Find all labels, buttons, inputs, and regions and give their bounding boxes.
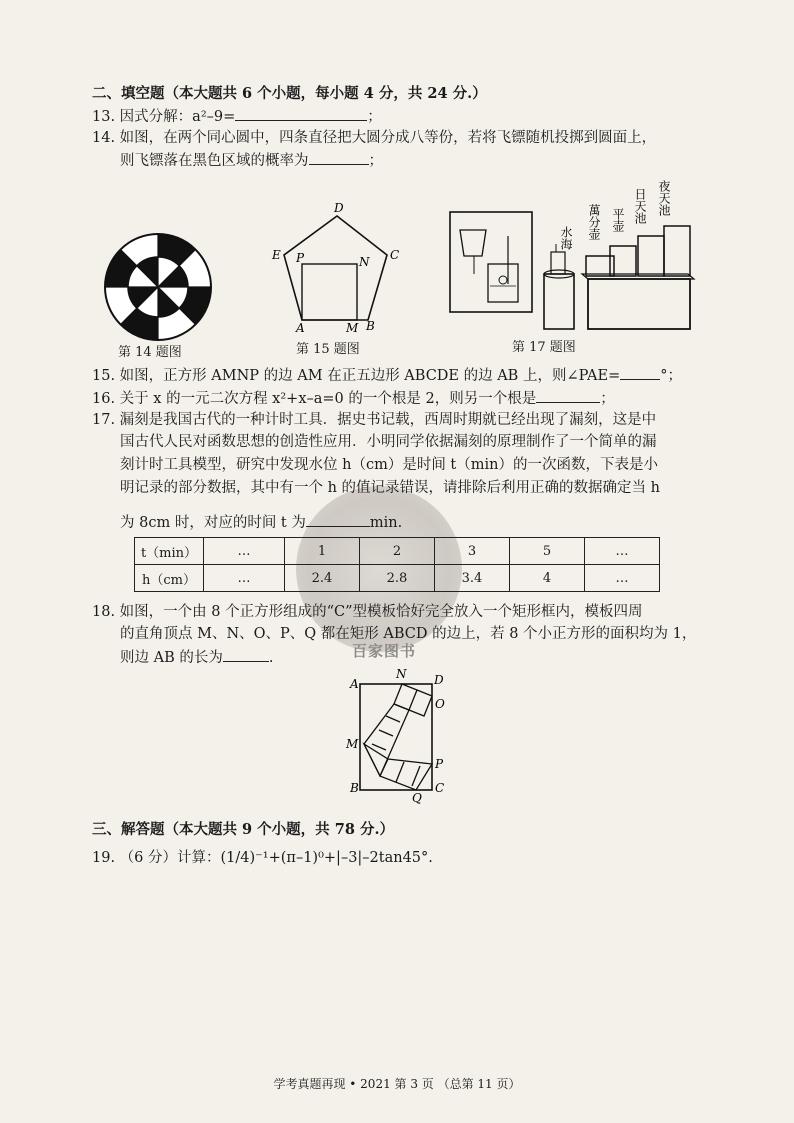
section-3-title: 三、解答题（本大题共 9 个小题，共 78 分.） xyxy=(92,821,395,838)
figure-14-target xyxy=(100,232,218,342)
fig17-label-ritianchi: 日天池 xyxy=(633,188,647,224)
q18-number: 18. xyxy=(92,604,116,620)
q17-text-5: 为 8cm 时，对应的时间 t 为 xyxy=(120,515,306,531)
q17-end: min. xyxy=(369,515,403,531)
question-17-line1 xyxy=(92,410,656,430)
q19-text: （6 分）计算：(1/4)⁻¹+(π–1)⁰+|–3|–2tan45°. xyxy=(119,850,433,866)
fig15-label-A: A xyxy=(296,321,305,335)
question-17-line3: 刻计时工具模型，研究中发现水位 h（cm）是时间 t（min）的一次函数，下表是小 xyxy=(120,457,658,473)
question-18-line2: 的直角顶点 M、N、O、P、Q 都在矩形 ABCD 的边上，若 8 个小正方形的面积均为 1， xyxy=(120,626,697,642)
q13-text: 因式分解：a²–9= xyxy=(119,109,236,125)
fig18-label-M: M xyxy=(346,737,359,751)
q14-end: ； xyxy=(368,153,383,169)
question-15 xyxy=(92,365,682,386)
table-cell: 4 xyxy=(510,565,585,592)
q16-answer-blank[interactable] xyxy=(536,388,600,403)
fig15-label-P: P xyxy=(296,251,305,265)
question-17-line4: 明记录的部分数据，其中有一个 h 的值记录错误，请排除后利用正确的数据确定当 h xyxy=(120,480,661,496)
section-2-title: 二、填空题（本大题共 6 个小题，每小题 4 分，共 24 分.） xyxy=(92,85,487,102)
table-cell: 2 xyxy=(360,538,435,565)
question-13 xyxy=(92,106,382,127)
q14-text-2: 则飞镖落在黑色区域的概率为 xyxy=(120,153,309,169)
table-cell: … xyxy=(204,538,285,565)
fig17-label-shuihai: 水海 xyxy=(559,226,573,250)
q17-answer-blank[interactable] xyxy=(306,512,370,527)
q16-end: ； xyxy=(600,391,615,407)
q15-number: 15. xyxy=(92,368,116,384)
figure-18-c-template xyxy=(342,664,462,804)
q18-end: . xyxy=(268,650,274,666)
q18-answer-blank[interactable] xyxy=(223,647,269,662)
q18-text-3: 则边 AB 的长为 xyxy=(120,650,223,666)
question-17-line2: 国古代人民对函数思想的创造性应用．小明同学依据漏刻的原理制作了一个简单的漏 xyxy=(120,434,657,450)
q13-answer-blank[interactable] xyxy=(235,106,367,121)
fig15-label-M: M xyxy=(346,321,359,335)
question-18-line1 xyxy=(92,602,643,622)
figure-17-caption: 第 17 题图 xyxy=(512,340,576,355)
fig17-label-pinghu: 平壶 xyxy=(611,208,625,232)
fig18-label-O: O xyxy=(435,697,445,711)
q17-text-1: 漏刻是我国古代的一种计时工具．据史书记载，西周时期就已经出现了漏刻，这是中 xyxy=(119,412,657,428)
table-cell: 2.8 xyxy=(360,565,435,592)
fig15-label-C: C xyxy=(390,248,400,262)
q15-end: °； xyxy=(660,368,682,384)
watermark-text: 百家图书 xyxy=(352,642,417,660)
q15-text: 如图，正方形 AMNP 的边 AM 在正五边形 ABCDE 的边 AB 上，则∠PAE= xyxy=(119,368,621,384)
table-cell: t（min） xyxy=(135,538,204,565)
table-cell: 1 xyxy=(285,538,360,565)
figure-15-caption: 第 15 题图 xyxy=(296,342,360,357)
fig15-label-D: D xyxy=(334,201,344,215)
table-cell: 3.4 xyxy=(435,565,510,592)
q15-answer-blank[interactable] xyxy=(620,365,660,380)
question-19 xyxy=(92,848,433,868)
table-cell: 3 xyxy=(435,538,510,565)
fig18-label-N: N xyxy=(396,667,407,681)
table-cell: 5 xyxy=(510,538,585,565)
fig18-label-Q: Q xyxy=(412,791,422,804)
q14-text-1: 如图，在两个同心圆中，四条直径把大圆分成八等份，若将飞镖随机投掷到圆面上， xyxy=(119,130,657,146)
figure-15-pentagon xyxy=(262,200,412,338)
q13-number: 13. xyxy=(92,109,116,125)
fig15-label-B: B xyxy=(366,319,375,333)
q13-end: ； xyxy=(367,109,382,125)
fig17-label-wanfenhu: 萬分壶 xyxy=(587,204,601,240)
table-cell: … xyxy=(585,565,660,592)
table-row-h xyxy=(135,565,660,592)
table-row-t xyxy=(135,538,660,565)
table-cell: … xyxy=(585,538,660,565)
table-cell: … xyxy=(204,565,285,592)
question-14-line1 xyxy=(92,128,656,148)
fig15-label-N: N xyxy=(359,255,370,269)
page-footer: 学考真题再现 • 2021 第 3 页 （总第 11 页） xyxy=(273,1077,521,1091)
question-17-line5 xyxy=(120,512,402,533)
q17-number: 17. xyxy=(92,412,116,428)
question-14-line2 xyxy=(120,150,383,171)
table-cell: h（cm） xyxy=(135,565,204,592)
q19-number: 19. xyxy=(92,850,116,866)
q18-text-1: 如图，一个由 8 个正方形组成的“C”型模板恰好完全放入一个矩形框内，模板四周 xyxy=(119,604,643,620)
question-16 xyxy=(92,388,615,409)
fig18-label-B: B xyxy=(350,781,359,795)
fig15-label-E: E xyxy=(272,248,281,262)
q16-number: 16. xyxy=(92,391,116,407)
q14-number: 14. xyxy=(92,130,116,146)
fig18-label-P: P xyxy=(435,757,444,771)
fig18-label-D: D xyxy=(434,673,444,687)
q14-answer-blank[interactable] xyxy=(309,150,369,165)
q16-text: 关于 x 的一元二次方程 x²+x–a=0 的一个根是 2，则另一个根是 xyxy=(119,391,537,407)
table-cell: 2.4 xyxy=(285,565,360,592)
question-18-line3 xyxy=(120,647,273,668)
figure-17-water-clock xyxy=(448,174,698,334)
fig17-label-yetianchi: 夜天池 xyxy=(657,180,671,216)
fig18-label-C: C xyxy=(435,781,445,795)
fig18-label-A: A xyxy=(350,677,359,691)
q17-data-table xyxy=(134,537,660,592)
figure-14-caption: 第 14 题图 xyxy=(118,345,182,360)
